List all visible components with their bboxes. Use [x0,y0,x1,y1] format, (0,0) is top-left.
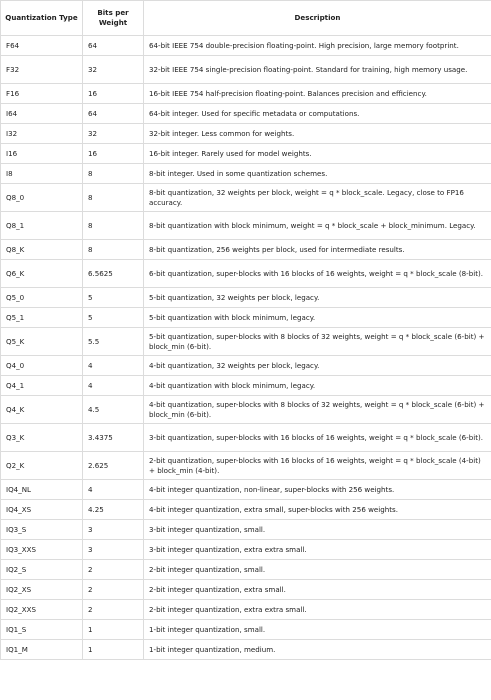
description-cell: 2-bit integer quantization, extra small. [144,580,491,600]
type-cell: I8 [1,164,83,184]
table-row [1,36,491,56]
bits-cell: 5 [83,308,144,328]
table-row [1,124,491,144]
type-cell: IQ4_XS [1,500,83,520]
type-cell: Q8_1 [1,212,83,240]
table-row [1,480,491,500]
bits-cell: 4.25 [83,500,144,520]
type-cell: IQ1_S [1,620,83,640]
description-cell: 2-bit integer quantization, extra extra small. [144,600,491,620]
bits-cell: 3.4375 [83,424,144,452]
table-row [1,640,491,660]
table-row [1,620,491,640]
bits-cell: 8 [83,240,144,260]
description-cell: 2-bit quantization, super-blocks with 16 blocks of 16 weights, weight = q * block_scale (4-bit) + block_min (4-bit). [144,452,491,480]
type-cell: IQ1_M [1,640,83,660]
type-cell: Q5_0 [1,288,83,308]
table-row [1,240,491,260]
description-cell: 3-bit quantization, super-blocks with 16 blocks of 16 weights, weight = q * block_scale (6-bit). [144,424,491,452]
bits-cell: 2 [83,600,144,620]
bits-cell: 5 [83,288,144,308]
table-row [1,376,491,396]
type-cell: I16 [1,144,83,164]
table-row [1,184,491,212]
bits-cell: 32 [83,56,144,84]
table-row [1,260,491,288]
bits-cell: 8 [83,184,144,212]
type-cell: F16 [1,84,83,104]
header-description: Description [144,1,491,36]
description-cell: 5-bit quantization, super-blocks with 8 blocks of 32 weights, weight = q * block_scale (6-bit) + block_min (6-bit). [144,328,491,356]
table-row [1,580,491,600]
table-row [1,308,491,328]
table-row [1,212,491,240]
description-cell: 4-bit integer quantization, non-linear, super-blocks with 256 weights. [144,480,491,500]
type-cell: IQ3_S [1,520,83,540]
bits-cell: 8 [83,212,144,240]
type-cell: F32 [1,56,83,84]
table-row [1,396,491,424]
type-cell: I32 [1,124,83,144]
bits-cell: 64 [83,104,144,124]
description-cell: 1-bit integer quantization, medium. [144,640,491,660]
type-cell: Q4_0 [1,356,83,376]
header-row [1,1,491,36]
description-cell: 16-bit integer. Rarely used for model weights. [144,144,491,164]
bits-cell: 1 [83,620,144,640]
description-cell: 4-bit quantization, 32 weights per block, legacy. [144,356,491,376]
bits-cell: 2 [83,580,144,600]
description-cell: 1-bit integer quantization, small. [144,620,491,640]
type-cell: I64 [1,104,83,124]
table-row [1,164,491,184]
table-row [1,600,491,620]
bits-cell: 4 [83,480,144,500]
description-cell: 3-bit integer quantization, small. [144,520,491,540]
type-cell: Q4_K [1,396,83,424]
type-cell: IQ4_NL [1,480,83,500]
type-cell: Q5_K [1,328,83,356]
type-cell: Q3_K [1,424,83,452]
description-cell: 8-bit integer. Used in some quantization schemes. [144,164,491,184]
table-body [1,36,491,660]
type-cell: Q8_K [1,240,83,260]
description-cell: 32-bit integer. Less common for weights. [144,124,491,144]
type-cell: Q4_1 [1,376,83,396]
description-cell: 2-bit integer quantization, small. [144,560,491,580]
table-row [1,328,491,356]
table-row [1,144,491,164]
type-cell: IQ3_XXS [1,540,83,560]
table-row [1,424,491,452]
type-cell: Q8_0 [1,184,83,212]
bits-cell: 6.5625 [83,260,144,288]
bits-cell: 4 [83,356,144,376]
bits-cell: 64 [83,36,144,56]
table-row [1,356,491,376]
header-bits-per-weight: Bits per Weight [83,1,144,36]
bits-cell: 3 [83,540,144,560]
description-cell: 8-bit quantization with block minimum, weight = q * block_scale + block_minimum. Legacy. [144,212,491,240]
bits-cell: 16 [83,144,144,164]
table-row [1,56,491,84]
description-cell: 4-bit integer quantization, extra small, super-blocks with 256 weights. [144,500,491,520]
type-cell: Q6_K [1,260,83,288]
table-row [1,520,491,540]
description-cell: 8-bit quantization, 32 weights per block, weight = q * block_scale. Legacy, close to FP16 accuracy. [144,184,491,212]
bits-cell: 16 [83,84,144,104]
description-cell: 32-bit IEEE 754 single-precision floating-point. Standard for training, high memory usage. [144,56,491,84]
type-cell: Q2_K [1,452,83,480]
description-cell: 3-bit integer quantization, extra extra small. [144,540,491,560]
table-row [1,452,491,480]
description-cell: 4-bit quantization with block minimum, legacy. [144,376,491,396]
description-cell: 4-bit quantization, super-blocks with 8 blocks of 32 weights, weight = q * block_scale (6-bit) + block_min (6-bit). [144,396,491,424]
description-cell: 6-bit quantization, super-blocks with 16 blocks of 16 weights, weight = q * block_scale (8-bit). [144,260,491,288]
bits-cell: 5.5 [83,328,144,356]
description-cell: 5-bit quantization with block minimum, legacy. [144,308,491,328]
type-cell: IQ2_S [1,560,83,580]
type-cell: F64 [1,36,83,56]
bits-cell: 4.5 [83,396,144,424]
description-cell: 8-bit quantization, 256 weights per block, used for intermediate results. [144,240,491,260]
table-row [1,500,491,520]
description-cell: 5-bit quantization, 32 weights per block, legacy. [144,288,491,308]
table-row [1,104,491,124]
bits-cell: 4 [83,376,144,396]
table-row [1,84,491,104]
bits-cell: 2 [83,560,144,580]
description-cell: 64-bit IEEE 754 double-precision floating-point. High precision, large memory footprint. [144,36,491,56]
bits-cell: 8 [83,164,144,184]
type-cell: IQ2_XS [1,580,83,600]
type-cell: Q5_1 [1,308,83,328]
description-cell: 64-bit integer. Used for specific metadata or computations. [144,104,491,124]
header-quantization-type: Quantization Type [1,1,83,36]
bits-cell: 3 [83,520,144,540]
bits-cell: 2.625 [83,452,144,480]
bits-cell: 1 [83,640,144,660]
table-row [1,288,491,308]
type-cell: IQ2_XXS [1,600,83,620]
bits-cell: 32 [83,124,144,144]
description-cell: 16-bit IEEE 754 half-precision floating-point. Balances precision and efficiency. [144,84,491,104]
table-row [1,540,491,560]
table-row [1,560,491,580]
